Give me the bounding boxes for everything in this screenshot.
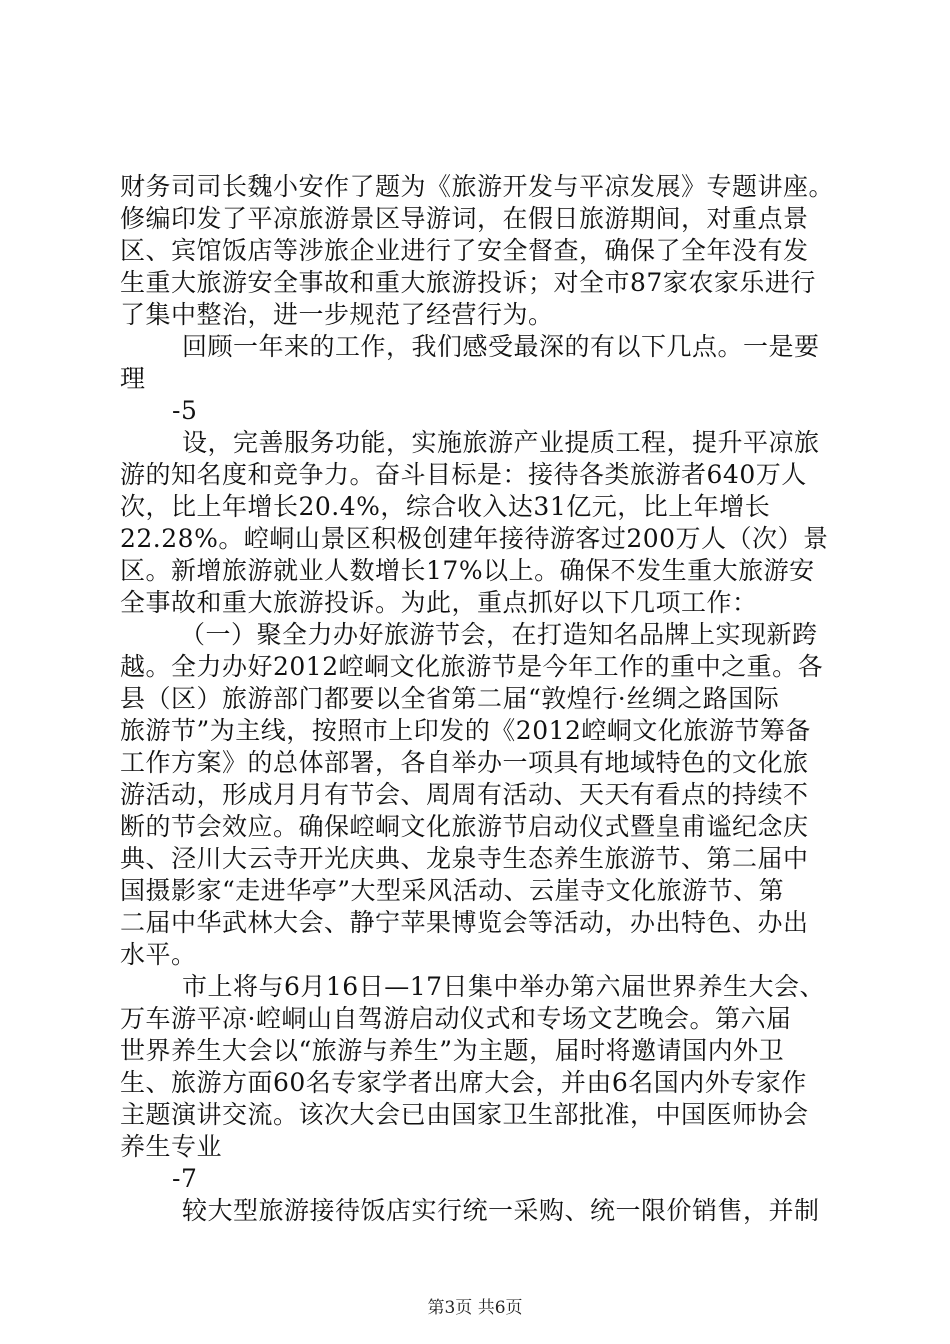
text-line: 全事故和重大旅游投诉。为此，重点抓好以下几项工作：	[120, 588, 758, 617]
text-line: 回顾一年来的工作，我们感受最深的有以下几点。一是要	[182, 332, 820, 361]
text-line: 区。新增旅游就业人数增长17%以上。确保不发生重大旅游安	[120, 556, 815, 585]
text-line: 主题演讲交流。该次大会已由国家卫生部批准，中国医师协会	[120, 1100, 809, 1129]
text-line: 二届中华武林大会、静宁苹果博览会等活动，办出特色、办出	[120, 908, 809, 937]
text-line: 市上将与6月16日—17日集中举办第六届世界养生大会、	[182, 972, 826, 1001]
document-body	[120, 171, 838, 1227]
text-line: 旅游节”为主线，按照市上印发的《2012崆峒文化旅游节筹备	[120, 716, 811, 745]
text-line: 世界养生大会以“旅游与养生”为主题，届时将邀请国内外卫	[120, 1036, 785, 1065]
text-line: 县（区）旅游部门都要以全省第二届“敦煌行·丝绸之路国际	[120, 684, 780, 713]
text-line: 国摄影家“走进华亭”大型采风活动、云崖寺文化旅游节、第	[120, 876, 785, 905]
text-line: 养生专业	[120, 1132, 223, 1161]
text-line: 区、宾馆饭店等涉旅企业进行了安全督查，确保了全年没有发	[120, 236, 809, 265]
text-line: 生、旅游方面60名专家学者出席大会，并由6名国内外专家作	[120, 1068, 807, 1097]
text-line: 游的知名度和竞争力。奋斗目标是：接待各类旅游者640万人	[120, 460, 807, 489]
text-line: 较大型旅游接待饭店实行统一采购、统一限价销售，并制	[182, 1196, 820, 1225]
text-line: 次，比上年增长20.4%，综合收入达31亿元，比上年增长	[120, 492, 771, 521]
text-line: 设，完善服务功能，实施旅游产业提质工程，提升平凉旅	[182, 428, 820, 457]
text-line: 修编印发了平凉旅游景区导游词，在假日旅游期间，对重点景	[120, 204, 809, 233]
text-line: 水平。	[120, 940, 197, 969]
page-footer: 第3页 共6页	[427, 1298, 523, 1318]
text-line: -7	[172, 1164, 198, 1193]
text-line: 生重大旅游安全事故和重大旅游投诉；对全市87家农家乐进行	[120, 268, 816, 297]
text-line: 了集中整治，进一步规范了经营行为。	[120, 300, 554, 329]
text-line: 典、泾川大云寺开光庆典、龙泉寺生态养生旅游节、第二届中	[120, 844, 809, 873]
text-line: 越。全力办好2012崆峒文化旅游节是今年工作的重中之重。各	[120, 652, 824, 681]
text-line: 财务司司长魏小安作了题为《旅游开发与平凉发展》专题讲座。	[120, 172, 835, 201]
text-line: 断的节会效应。确保崆峒文化旅游节启动仪式暨皇甫谧纪念庆	[120, 812, 809, 841]
text-line: 22.28%。崆峒山景区积极创建年接待游客过200万人（次）景	[120, 524, 829, 553]
text-line: 工作方案》的总体部署，各自举办一项具有地域特色的文化旅	[120, 748, 809, 777]
text-line: 万车游平凉·崆峒山自驾游启动仪式和专场文艺晚会。第六届	[120, 1004, 792, 1033]
text-line: （一）聚全力办好旅游节会，在打造知名品牌上实现新跨	[180, 620, 818, 649]
text-line: 游活动，形成月月有节会、周周有活动、天天有看点的持续不	[120, 780, 809, 809]
text-line: -5	[172, 396, 198, 425]
text-line: 理	[120, 364, 146, 393]
